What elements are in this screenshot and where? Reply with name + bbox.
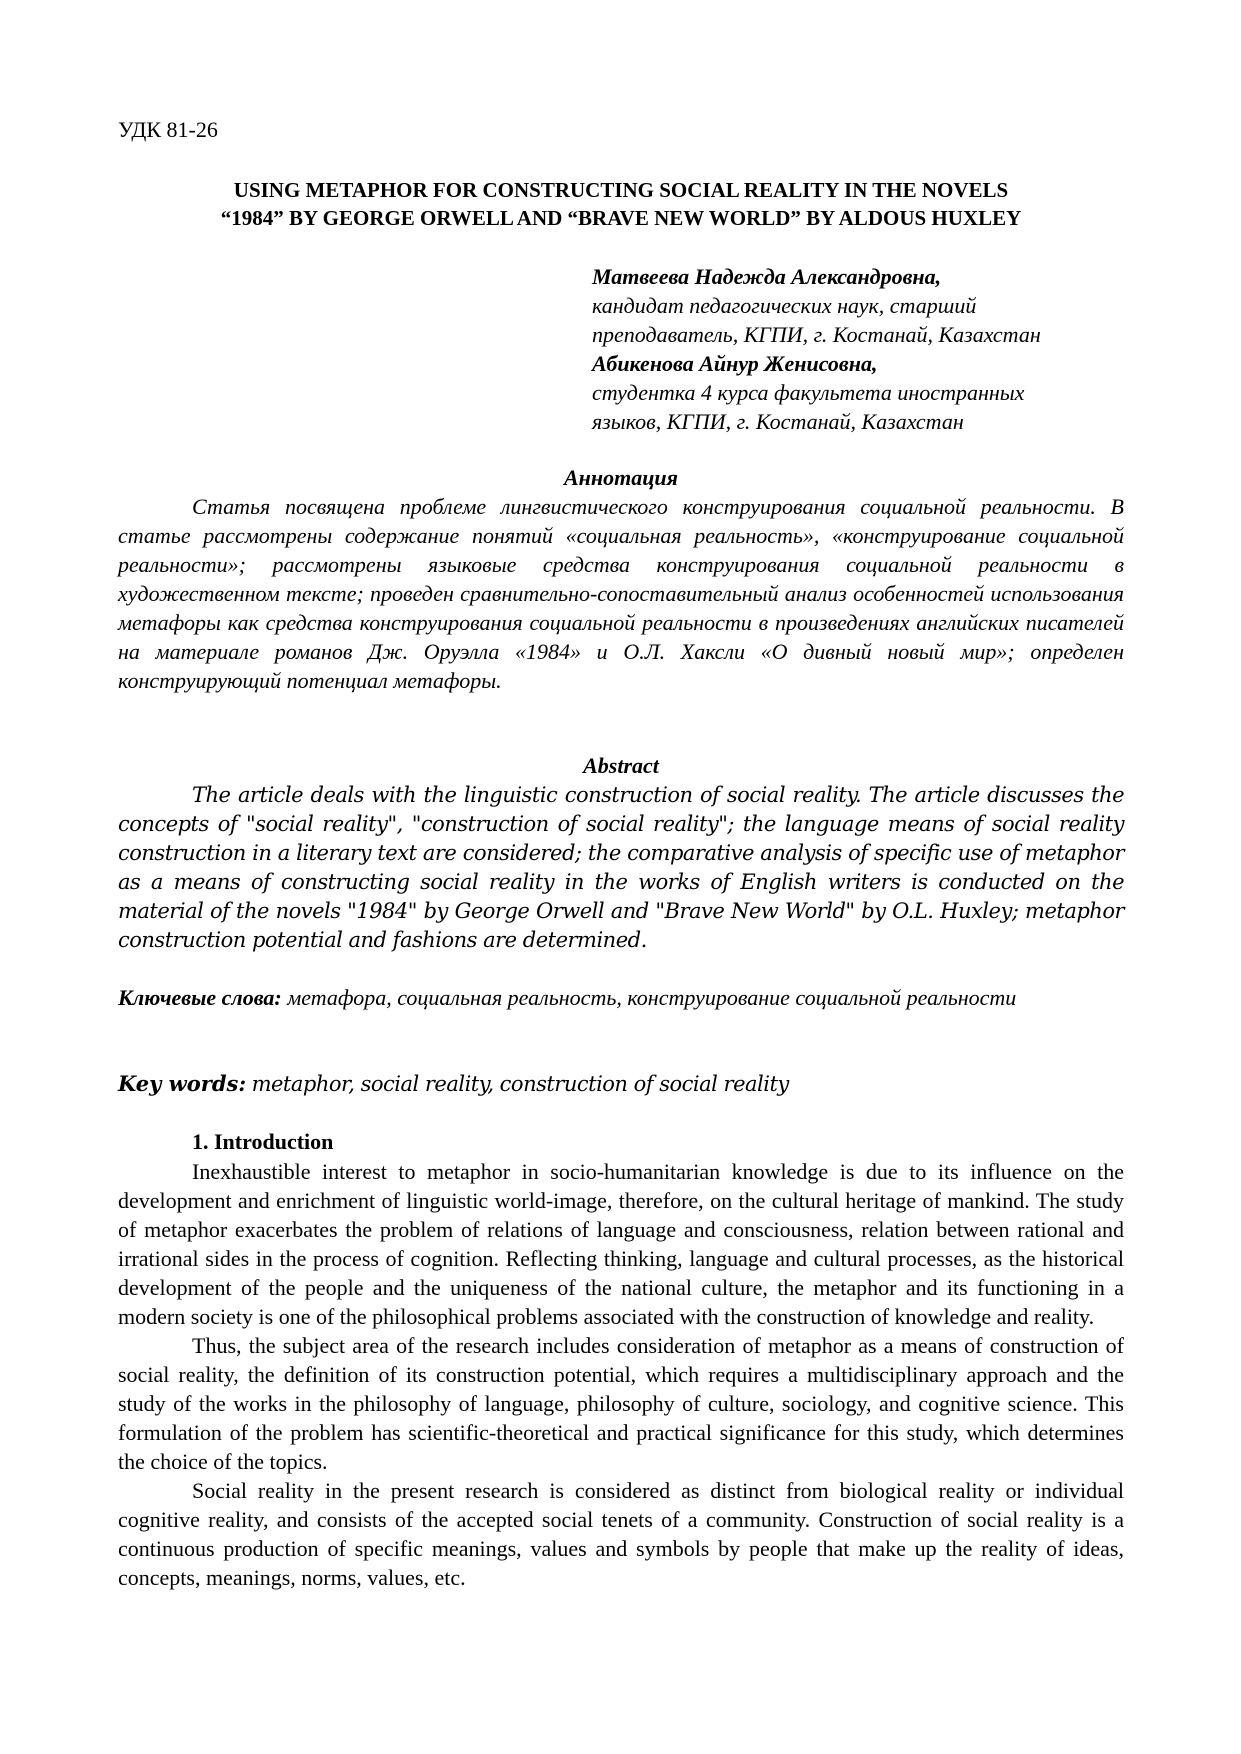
author-name: Матвеева Надежда Александровна,: [592, 264, 942, 289]
title-line-1: USING METAPHOR FOR CONSTRUCTING SOCIAL REALITY IN THE NOVELS: [233, 178, 1009, 202]
abstract-heading: Abstract: [583, 753, 659, 778]
keywords-en-label: Key words:: [118, 1071, 247, 1096]
paper-title: [118, 176, 1124, 232]
keywords-en: [118, 1069, 1124, 1099]
introduction-body: [118, 1157, 1124, 1592]
paragraph: Thus, the subject area of the research includes consideration of metaphor as a means of construction of social reality, the definition of its construction potential, which requires a multidisciplinary approach and the study of the works in the philosophy of language, philosophy of culture, sociology, and cognitive science. This formulation of the problem has scientific-theoretical and practical significance for this study, which determines the choice of the topics.: [118, 1333, 1124, 1474]
introduction-heading: 1. Introduction: [192, 1129, 334, 1154]
title-line-2: “1984” BY GEORGE ORWELL AND “BRAVE NEW WORLD” BY ALDOUS HUXLEY: [220, 206, 1022, 230]
author-name: Абикенова Айнур Женисовна,: [592, 351, 878, 376]
abstract-text: The article deals with the linguistic construction of social reality. The article discusses the concepts of "social reality", "construction of social reality"; the language means of social reality construction in a literary text are considered; the comparative analysis of specific use of metaphor as a means of constructing social reality in the works of English writers is conducted on the material of the novels "1984" by George Orwell and "Brave New World" by O.L. Huxley; metaphor construction potential and fashions are determined.: [118, 783, 1124, 952]
udk-code: УДК 81-26: [118, 117, 218, 142]
paragraph: Social reality in the present research is considered as distinct from biological reality or individual cognitive reality, and consists of the accepted social tenets of a community. Construction of social reality is a continuous production of specific meanings, values and symbols by people that make up the reality of ideas, concepts, meanings, norms, values, etc.: [118, 1478, 1124, 1590]
annotation-text: Статья посвящена проблеме лингвистического конструирования социальной реальности. В статье рассмотрены содержание понятий «социальная реальность», «конструирование социальной реальности»; рассмотрены языковые средства конструирования социальной реальности в художественном тексте; проведен сравнительно-сопоставительный анализ особенностей использования метафоры как средства конструирования социальной реальности в произведениях английских писателей на материале романов Дж. Оруэлла «1984» и О.Л. Хаксли «О дивный новый мир»; определен конструирующий потенциал метафоры.: [118, 494, 1124, 693]
keywords-en-values: metaphor, social reality, construction of social reality: [251, 1072, 789, 1096]
keywords-ru-values: метафора, социальная реальность, конструирование социальной реальности: [287, 985, 1017, 1010]
author-affiliation: кандидат педагогических наук, старший: [592, 293, 977, 318]
keywords-ru-label: Ключевые слова:: [118, 985, 282, 1010]
keywords-ru: [118, 983, 1124, 1012]
paragraph: Inexhaustible interest to metaphor in socio-humanitarian knowledge is due to its influence on the development and enrichment of linguistic world-image, therefore, on the cultural heritage of mankind. The study of metaphor exacerbates the problem of relations of language and consciousness, relation between rational and irrational sides in the process of cognition. Reflecting thinking, language and cultural processes, as the historical development of the people and the uniqueness of the national culture, the metaphor and its functioning in a modern society is one of the philosophical problems associated with the construction of knowledge and reality.: [118, 1159, 1124, 1329]
author-affiliation: языков, КГПИ, г. Костанай, Казахстан: [592, 409, 964, 434]
annotation-heading: Аннотация: [563, 465, 679, 490]
author-block: [592, 262, 1132, 436]
author-affiliation: преподаватель, КГПИ, г. Костанай, Казахстан: [592, 322, 1041, 347]
author-affiliation: студентка 4 курса факультета иностранных: [592, 380, 1025, 405]
